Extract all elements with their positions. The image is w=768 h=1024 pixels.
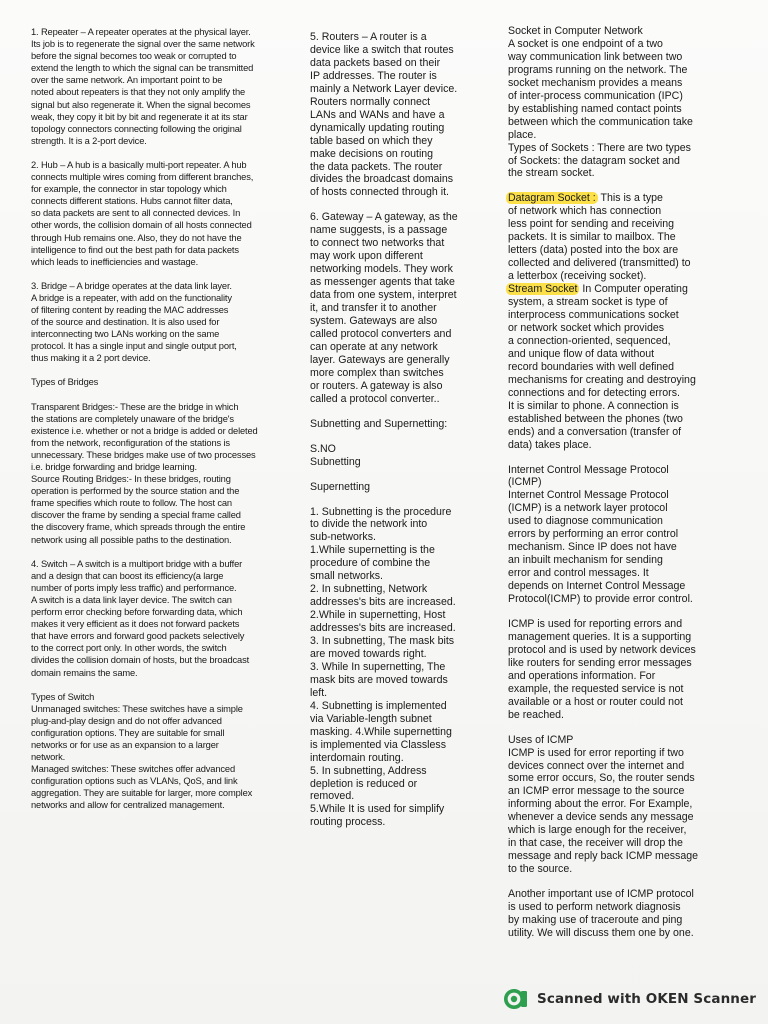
datagram-rest: of network which has connection less point for sending and receiving packets. It is similar to mailbox. The letters (data) posted into the box are collected and delivered (transmitted) to a letterbox (receiving socket). [508, 205, 691, 283]
datagram-socket-highlight: Datagram Socket : [508, 192, 596, 205]
stream-socket-paragraph [508, 283, 708, 451]
column-right [508, 25, 708, 940]
bridge-paragraph: 3. Bridge – A bridge operates at the data link layer. A bridge is a repeater, with add on the functionality of filtering content by reading the MAC addresses of the source and destination. It is also used for interconnecting two LANs working on the same protocol. It has a single input and single output port, thus making it a 2 port device. [31, 280, 237, 364]
datagram-socket-paragraph [508, 192, 708, 283]
socket-paragraph: Socket in Computer Network A socket is one endpoint of a two way communication link between two programs running on the network. The socket mechanism provides a means of inter-process communication (IPC) by establishing named contact points between which the communication take place. Types of Sockets : There are two types of Sockets: the datagram socket and the stream socket. [508, 25, 693, 180]
bridge-types-paragraph: Transparent Bridges:- These are the bridge in which the stations are completely unaware of the bridge's existence i.e. whether or not a bridge is added or deleted from the network, reconfiguration of the stations is unnecessary. These bridges make use of two processes i.e. bridge forwarding and bridge learning. Source Routing Bridges:- In these bridges, routing operation is performed by the source station and the frame specifies which route to follow. The host can discover the frame by sending a special frame called the discovery frame, which spreads through the entire network using all possible paths to the destination. [31, 401, 258, 545]
types-of-bridges-heading: Types of Bridges [31, 377, 99, 388]
repeater-paragraph: 1. Repeater – A repeater operates at the physical layer. Its job is to regenerate the signal over the same network before the signal becomes too weak or corrupted to extend the length to which the signal can be transmitted over the same network. An important point to be noted about repeaters is that they not only amplify the signal but also regenerate it. When the signal becomes weak, they copy it bit by bit and regenerate it at its star topology connectors connecting following the original strength. It is a 2-port device. [31, 27, 255, 146]
routers-paragraph: 5. Routers – A router is a device like a switch that routes data packets based on their IP addresses. The router is mainly a Network Layer device. Routers normally connect LANs and WANs and have a dynamically updating routing table based on which they make decisions on routing the data packets. The router divides the broadcast domains of hosts connected through it. [310, 31, 458, 199]
scanner-watermark [503, 988, 756, 1010]
oken-scanner-logo-icon [503, 988, 529, 1010]
subnetting-comparison: 1. Subnetting is the procedure to divide the network into sub-networks. 1.While supernetting is the procedure of combine the small networks. 2. In subnetting, Network addresses's bits are increased. 2.While in supernetting, Host addresses's bits are increased. 3. In subnetting, The mask bits are moved towards right. 3. While In supernetting, The mask bits are moved towards left. 4. Subnetting is implemented via Variable-length subnet masking. 4.While supernetting is implemented via Classless interdomain routing. 5. In subnetting, Address depletion is reduced or removed. 5.While It is used for simplify routing process. [310, 505, 456, 829]
sno-subnetting-label: S.NO Subnetting [310, 442, 361, 468]
stream-first-line: In Computer operating [579, 283, 688, 296]
gateway-paragraph: 6. Gateway – A gateway, as the name suggests, is a passage to connect two networks that may work upon different networking models. They work as messenger agents that take data from one system, interpret it, and transfer it to another system. Gateways are also called protocol converters and can operate at any network layer. Gateways are generally more complex than switches or routers. A gateway is also called a protocol converter.. [310, 211, 458, 405]
icmp-intro-paragraph: Internet Control Message Protocol (ICMP) Internet Control Message Protocol (ICMP) is a network layer protocol used to diagnose communication errors by performing an error control mechanism. Since IP does not have an inbuilt mechanism for sending error and control messages. It depends on Internet Control Message Protocol(ICMP) to provide error control. [508, 463, 693, 606]
types-of-switch-heading: Types of Switch [31, 691, 95, 702]
uses-of-icmp-paragraph: Uses of ICMP ICMP is used for error reporting if two devices connect over the internet and some error occurs, So, the router sends an ICMP error message to the source informing about the error. For Example, whenever a device sends any message which is large enough for the receiver, in that case, the receiver will drop the message and reply back ICMP message to the source. [508, 733, 698, 876]
supernetting-label: Supernetting [310, 480, 371, 493]
column-middle [310, 31, 474, 829]
scanner-watermark-text: Scanned with OKEN Scanner [537, 991, 756, 1007]
column-left [31, 26, 283, 812]
stream-socket-highlight: Stream Socket [508, 283, 578, 296]
stream-rest: system, a stream socket is type of interprocess communications socket or network socket which provides a connection-oriented, sequenced, and unique flow of data without record boundaries with well defined mechanisms for creating and destroying connections and for detecting errors. It is similar to phone. A connection is established between the phones (two ends) and a conversation (transfer of data) takes place. [508, 296, 696, 451]
datagram-first-line: This is a type [597, 192, 663, 205]
switch-paragraph: 4. Switch – A switch is a multiport bridge with a buffer and a design that can boost its efficiency(a large number of ports imply less traffic) and performance. A switch is a data link layer device. The switch can perform error checking before forwarding data, which makes it very efficient as it does not forward packets that have errors and forward good packets selectively to the correct port only. In other words, the switch divides the collision domain of hosts, but the broadcast domain remains the same. [31, 558, 250, 678]
subnetting-heading: Subnetting and Supernetting: [310, 417, 448, 430]
hub-paragraph: 2. Hub – A hub is a basically multi-port repeater. A hub connects multiple wires coming from different branches, for example, the connector in star topology which connects different stations. Hubs cannot filter data, so data packets are sent to all connected devices. In other words, the collision domain of all hosts connected through Hub remains one. Also, they do not have the intelligence to find out the best path for data packets which leads to inefficiencies and wastage. [31, 159, 254, 267]
icmp-diagnosis-paragraph: Another important use of ICMP protocol is used to perform network diagnosis by making use of traceroute and ping utility. We will discuss them one by one. [508, 888, 694, 939]
icmp-usage-paragraph: ICMP is used for reporting errors and management queries. It is a supporting protocol and is used by network devices like routers for sending error messages and operations information. For example, the requested service is not available or a host or router could not be reached. [508, 617, 696, 721]
switch-types-paragraph: Unmanaged switches: These switches have a simple plug-and-play design and do not offer advanced configuration options. They are suitable for small networks or for use as an expansion to a larger network. Managed switches: These switches offer advanced configuration options such as VLANs, QoS, and link aggregation. They are suitable for larger, more complex networks and allow for centralized management. [31, 703, 253, 811]
